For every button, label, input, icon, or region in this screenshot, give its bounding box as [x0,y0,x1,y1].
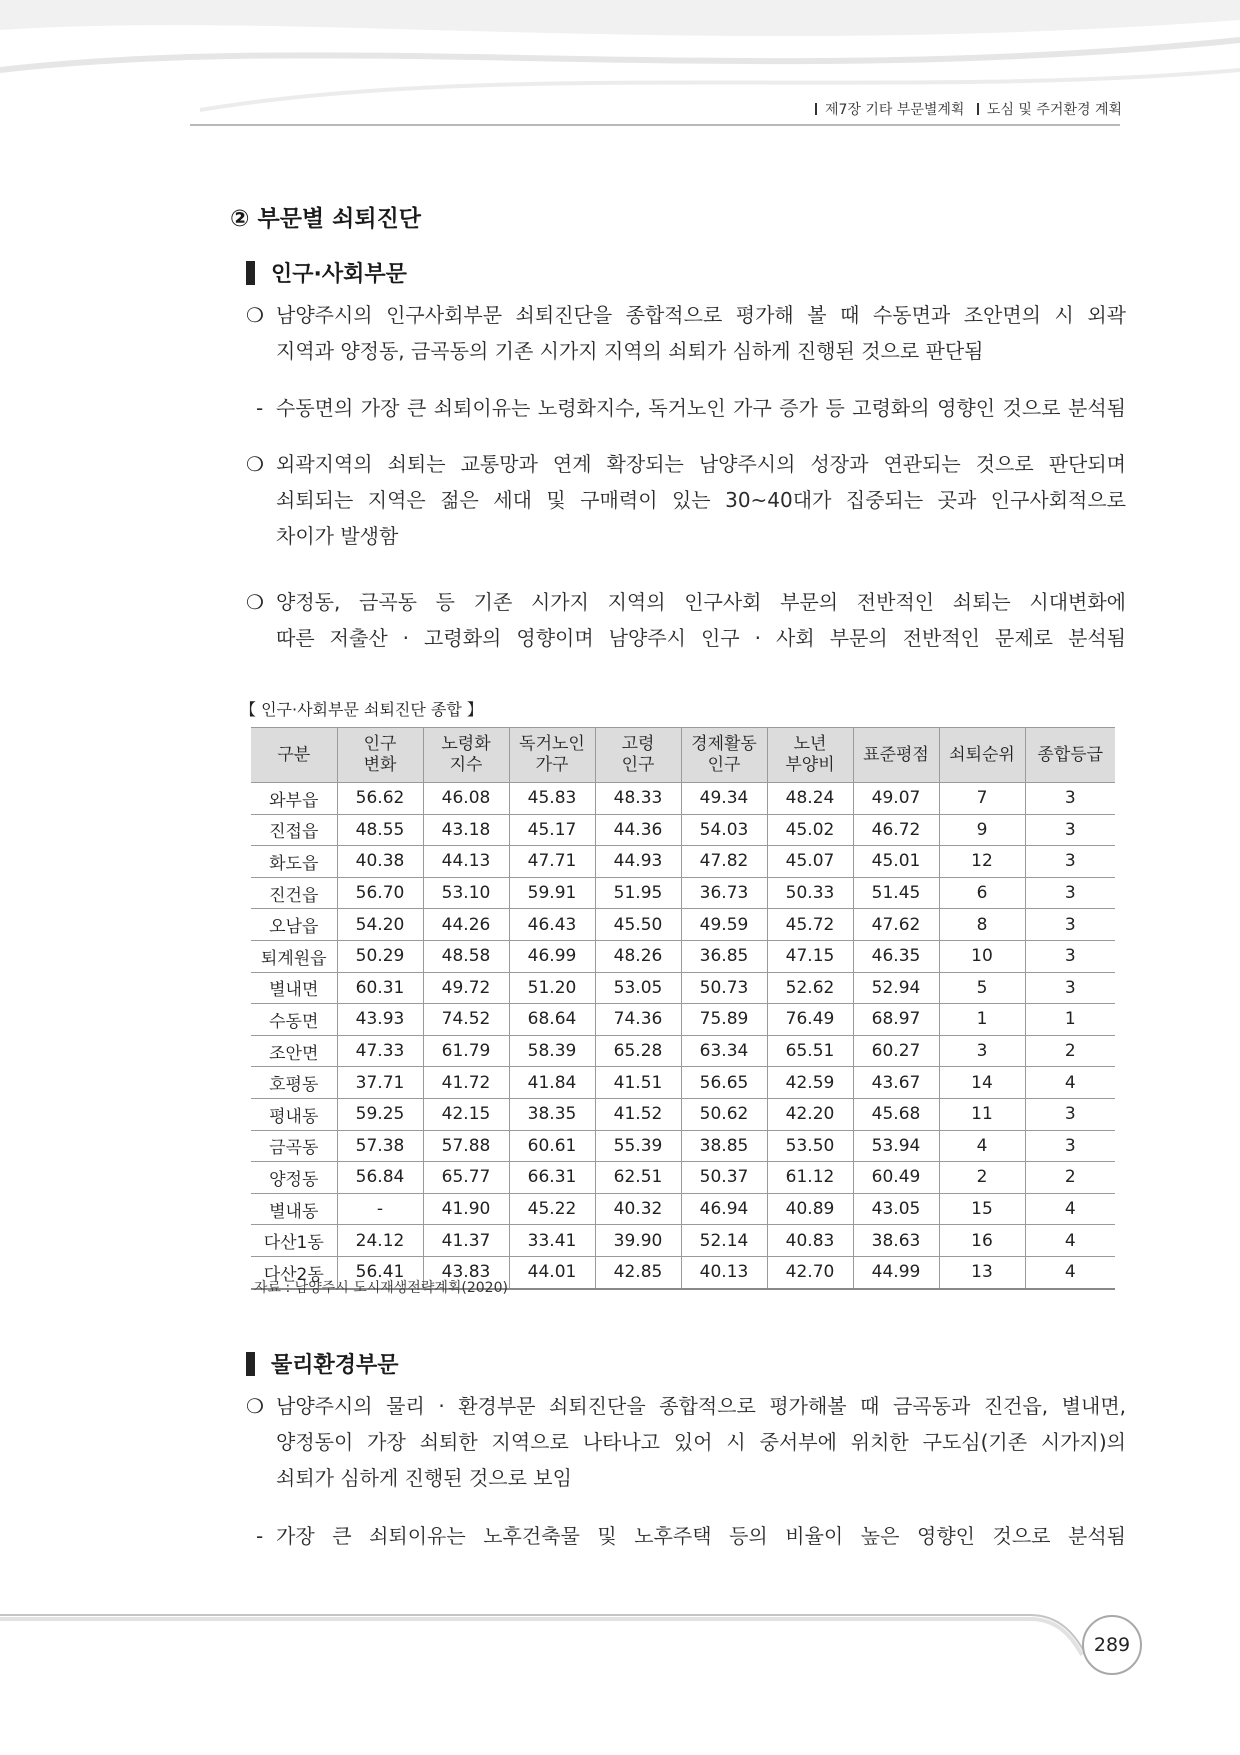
table-cell: 40.38 [337,846,423,878]
region-name-cell: 오남읍 [251,909,337,941]
table-cell: 48.55 [337,814,423,846]
table-cell: 60.49 [853,1162,939,1194]
table-cell: 40.32 [595,1193,681,1225]
table-header-cell [423,728,509,783]
table-cell: 41.84 [509,1067,595,1099]
paragraph-line: 양정동, 금곡동 등 기존 시가지 지역의 인구사회 부문의 전반적인 쇠퇴는 시대변화에 [276,590,1126,614]
table-cell: 53.50 [767,1130,853,1162]
table-cell: 38.35 [509,1098,595,1130]
table-cell: 40.83 [767,1225,853,1257]
table-cell: 44.26 [423,909,509,941]
section-title: ② 부문별 쇠퇴진단 [230,206,422,232]
header-cell-line: 인구 [707,755,741,775]
table-row [251,1067,1115,1099]
table-cell: 44.93 [595,846,681,878]
table-cell: 52.62 [767,972,853,1004]
table-cell: 45.02 [767,814,853,846]
table-cell: 65.77 [423,1162,509,1194]
table-cell: 33.41 [509,1225,595,1257]
paragraph-line: 쇠퇴가 심하게 진행된 것으로 보임 [276,1466,572,1490]
table-cell: 45.72 [767,909,853,941]
table-header-cell [681,728,767,783]
table-cell: 45.68 [853,1098,939,1130]
table-cell: 65.51 [767,1035,853,1067]
region-name-cell: 진접읍 [251,814,337,846]
circle-bullet-icon: ❍ [246,303,264,327]
header-cell-line: 독거노인 [519,734,585,754]
header-separator [815,103,817,115]
table-cell: 51.20 [509,972,595,1004]
table-cell: 46.08 [423,783,509,815]
table-cell: 47.71 [509,846,595,878]
table-cell: 50.29 [337,940,423,972]
table-cell: 65.28 [595,1035,681,1067]
region-name-cell: 금곡동 [251,1130,337,1162]
region-name-cell: 호평동 [251,1067,337,1099]
table-cell: 24.12 [337,1225,423,1257]
table-cell: 3 [1025,877,1115,909]
table-cell: 57.38 [337,1130,423,1162]
dash-paragraph [246,390,1126,426]
table-cell: 45.17 [509,814,595,846]
subsection-title-physical [246,1348,399,1379]
paragraph [246,446,1126,554]
paragraph-line: 따른 저출산 · 고령화의 영향이며 남양주시 인구 · 사회 부문의 전반적인 문제로 분석됨 [276,626,1126,650]
table-cell: 43.18 [423,814,509,846]
page-number: 289 [1082,1615,1142,1675]
header-cell-line: 표준평점 [863,744,929,765]
table-cell: 5 [939,972,1025,1004]
paragraph-line: 지역과 양정동, 금곡동의 기존 시가지 지역의 쇠퇴가 심하게 진행된 것으로 판단됨 [276,339,984,363]
region-name-cell: 별내면 [251,972,337,1004]
table-cell: 47.62 [853,909,939,941]
table-cell: 3 [1025,1130,1115,1162]
table-row [251,1004,1115,1036]
table-cell: 58.39 [509,1035,595,1067]
table-cell: - [337,1193,423,1225]
header-rule [190,124,1120,126]
header-separator [977,103,979,115]
table-cell: 4 [939,1130,1025,1162]
table-cell: 60.27 [853,1035,939,1067]
subsection-title-text: 물리환경부문 [271,1353,399,1378]
table-row [251,940,1115,972]
table-cell: 50.73 [681,972,767,1004]
table-row [251,814,1115,846]
table-cell: 42.70 [767,1256,853,1288]
table-cell: 56.84 [337,1162,423,1194]
table-cell: 38.85 [681,1130,767,1162]
table-cell: 54.20 [337,909,423,941]
table-cell: 46.94 [681,1193,767,1225]
circle-bullet-icon: ❍ [246,1394,264,1418]
table-cell: 46.43 [509,909,595,941]
paragraph-line: 차이가 발생함 [276,524,399,548]
table-row [251,1035,1115,1067]
table-cell: 43.05 [853,1193,939,1225]
header-cell-line: 가구 [535,755,569,775]
table-cell: 42.15 [423,1098,509,1130]
running-header [807,99,1122,119]
table-cell: 3 [1025,783,1115,815]
paragraph-line: 양정동이 가장 쇠퇴한 지역으로 나타나고 있어 시 중서부에 위치한 구도심(기존 시가지)의 [276,1430,1126,1454]
header-cell-line: 고령 [621,734,655,754]
table-cell: 74.36 [595,1004,681,1036]
table-cell: 53.10 [423,877,509,909]
table-cell: 45.07 [767,846,853,878]
table-cell: 45.22 [509,1193,595,1225]
table-row [251,1162,1115,1194]
header-cell-line: 노령화 [441,734,491,754]
region-name-cell: 별내동 [251,1193,337,1225]
table-cell: 4 [1025,1067,1115,1099]
table-cell: 41.90 [423,1193,509,1225]
table-cell: 61.12 [767,1162,853,1194]
table-row [251,1193,1115,1225]
table-cell: 68.64 [509,1004,595,1036]
table-cell: 51.95 [595,877,681,909]
table-cell: 47.82 [681,846,767,878]
region-name-cell: 다산2동 [251,1256,337,1288]
table-cell: 10 [939,940,1025,972]
paragraph-line: 쇠퇴되는 지역은 젊은 세대 및 구매력이 있는 30~40대가 집중되는 곳과 인구사회적으로 [276,488,1126,512]
table-cell: 38.63 [853,1225,939,1257]
table-cell: 40.13 [681,1256,767,1288]
table-cell: 41.51 [595,1067,681,1099]
table-cell: 45.01 [853,846,939,878]
table-cell: 56.41 [337,1256,423,1288]
table-source: 자료 : 남양주시 도시재생전략계획(2020) [254,1280,508,1296]
paragraph [246,297,1126,369]
table-cell: 48.26 [595,940,681,972]
dash-bullet: - [256,396,264,420]
table-cell: 50.33 [767,877,853,909]
paragraph [246,1388,1126,1496]
table-cell: 3 [1025,814,1115,846]
header-cell-line: 쇠퇴순위 [949,744,1015,765]
header-cell-line: 지수 [449,755,483,775]
table-header-cell [767,728,853,783]
table-cell: 41.72 [423,1067,509,1099]
region-name-cell: 퇴계원읍 [251,940,337,972]
table-cell: 42.85 [595,1256,681,1288]
region-name-cell: 수동면 [251,1004,337,1036]
region-name-cell: 와부읍 [251,783,337,815]
table-cell: 56.70 [337,877,423,909]
region-name-cell: 다산1동 [251,1225,337,1257]
subsection-title-pop-social [246,257,407,288]
table-cell: 53.94 [853,1130,939,1162]
table-cell: 3 [939,1035,1025,1067]
table-header-cell [595,728,681,783]
table-cell: 50.62 [681,1098,767,1130]
table-cell: 2 [939,1162,1025,1194]
table-cell: 3 [1025,909,1115,941]
subsection-title-text: 인구·사회부문 [271,262,407,287]
table-cell: 46.35 [853,940,939,972]
paragraph-line: 남양주시의 인구사회부문 쇠퇴진단을 종합적으로 평가해 볼 때 수동면과 조안면의 시 외곽 [276,303,1126,327]
dash-paragraph [246,1518,1126,1554]
table-cell: 48.24 [767,783,853,815]
region-name-cell: 평내동 [251,1098,337,1130]
header-cell-line: 노년 [793,734,827,754]
table-cell: 44.13 [423,846,509,878]
table-caption: 【 인구·사회부문 쇠퇴진단 종합 】 [240,700,483,719]
table-cell: 53.05 [595,972,681,1004]
table-cell: 43.93 [337,1004,423,1036]
table-cell: 46.72 [853,814,939,846]
table-row [251,972,1115,1004]
table-cell: 63.34 [681,1035,767,1067]
circle-bullet-icon: ❍ [246,452,264,476]
table-cell: 1 [1025,1004,1115,1036]
table-cell: 12 [939,846,1025,878]
header-section: 도심 및 주거환경 계획 [986,102,1122,118]
table-header-cell [251,728,337,783]
table-cell: 3 [1025,940,1115,972]
table-cell: 7 [939,783,1025,815]
table-cell: 41.52 [595,1098,681,1130]
table-cell: 41.37 [423,1225,509,1257]
table-row [251,909,1115,941]
table-cell: 45.83 [509,783,595,815]
table-body [251,783,1115,1289]
table-row [251,1098,1115,1130]
region-name-cell: 양정동 [251,1162,337,1194]
table-cell: 56.65 [681,1067,767,1099]
table-row [251,1130,1115,1162]
table-header-cell [853,728,939,783]
table-cell: 36.73 [681,877,767,909]
table-cell: 62.51 [595,1162,681,1194]
header-cell-line: 경제활동 [691,734,757,754]
table-cell: 4 [1025,1225,1115,1257]
header-cell-line: 구분 [277,744,311,765]
paragraph-line: 외곽지역의 쇠퇴는 교통망과 연계 확장되는 남양주시의 성장과 연관되는 것으로 판단되며 [276,452,1126,476]
table-cell: 42.20 [767,1098,853,1130]
table-cell: 4 [1025,1256,1115,1288]
table-cell: 4 [1025,1193,1115,1225]
header-cell-line: 인구 [363,734,397,754]
table-cell: 3 [1025,972,1115,1004]
table-cell: 8 [939,909,1025,941]
table-cell: 60.61 [509,1130,595,1162]
table-header-cell [337,728,423,783]
table-cell: 59.25 [337,1098,423,1130]
paragraph-line: 남양주시의 물리 · 환경부문 쇠퇴진단을 종합적으로 평가해볼 때 금곡동과 진건읍, 별내면, [276,1394,1126,1418]
table-cell: 56.62 [337,783,423,815]
table-row [251,846,1115,878]
paragraph-line: 가장 큰 쇠퇴이유는 노후건축물 및 노후주택 등의 비율이 높은 영향인 것으로 분석됨 [276,1524,1126,1548]
table-cell: 49.72 [423,972,509,1004]
table-cell: 60.31 [337,972,423,1004]
table-cell: 47.33 [337,1035,423,1067]
table-cell: 68.97 [853,1004,939,1036]
table-cell: 3 [1025,1098,1115,1130]
paragraph [246,584,1126,656]
decline-diagnosis-table [251,727,1115,1290]
table-cell: 39.90 [595,1225,681,1257]
table-header-cell [509,728,595,783]
table-cell: 9 [939,814,1025,846]
table-cell: 37.71 [337,1067,423,1099]
table-cell: 49.07 [853,783,939,815]
table-cell: 75.89 [681,1004,767,1036]
table-row [251,783,1115,815]
header-cell-line: 부양비 [785,755,835,775]
table-cell: 55.39 [595,1130,681,1162]
table-cell: 43.67 [853,1067,939,1099]
table-cell: 52.14 [681,1225,767,1257]
table-cell: 50.37 [681,1162,767,1194]
table-cell: 36.85 [681,940,767,972]
table-cell: 57.88 [423,1130,509,1162]
circle-bullet-icon: ❍ [246,590,264,614]
title-bar-icon [246,261,255,285]
table-cell: 44.36 [595,814,681,846]
paragraph-line: 수동면의 가장 큰 쇠퇴이유는 노령화지수, 독거노인 가구 증가 등 고령화의 영향인 것으로 분석됨 [276,396,1126,420]
table-cell: 15 [939,1193,1025,1225]
table-cell: 44.99 [853,1256,939,1288]
table-cell: 44.01 [509,1256,595,1288]
table-cell: 51.45 [853,877,939,909]
table-cell: 2 [1025,1162,1115,1194]
table-cell: 11 [939,1098,1025,1130]
table-cell: 46.99 [509,940,595,972]
footer-swoosh [0,1605,1240,1665]
table-row [251,877,1115,909]
table-cell: 42.59 [767,1067,853,1099]
region-name-cell: 조안면 [251,1035,337,1067]
dash-bullet: - [256,1524,264,1548]
header-cell-line: 인구 [621,755,655,775]
title-bar-icon [246,1352,255,1376]
table-cell: 13 [939,1256,1025,1288]
table-header-cell [1025,728,1115,783]
region-name-cell: 진건읍 [251,877,337,909]
table-header-cell [939,728,1025,783]
table-cell: 16 [939,1225,1025,1257]
table-cell: 40.89 [767,1193,853,1225]
table-cell: 76.49 [767,1004,853,1036]
table-cell: 6 [939,877,1025,909]
table-header-row [251,728,1115,783]
table-cell: 3 [1025,846,1115,878]
table-cell: 2 [1025,1035,1115,1067]
table-cell: 43.83 [423,1256,509,1288]
table-cell: 45.50 [595,909,681,941]
table-cell: 1 [939,1004,1025,1036]
header-cell-line: 종합등급 [1037,744,1104,765]
header-cell-line: 변화 [363,755,397,775]
table-cell: 48.33 [595,783,681,815]
table-cell: 61.79 [423,1035,509,1067]
header-background-swoosh [0,0,1240,140]
table-cell: 66.31 [509,1162,595,1194]
table-cell: 14 [939,1067,1025,1099]
table-cell: 59.91 [509,877,595,909]
table-row [251,1225,1115,1257]
header-chapter: 제7장 기타 부문별계획 [824,102,965,118]
table-cell: 74.52 [423,1004,509,1036]
table-cell: 54.03 [681,814,767,846]
table-cell: 49.34 [681,783,767,815]
table-cell: 52.94 [853,972,939,1004]
region-name-cell: 화도읍 [251,846,337,878]
table-cell: 48.58 [423,940,509,972]
table-cell: 49.59 [681,909,767,941]
table-cell: 47.15 [767,940,853,972]
